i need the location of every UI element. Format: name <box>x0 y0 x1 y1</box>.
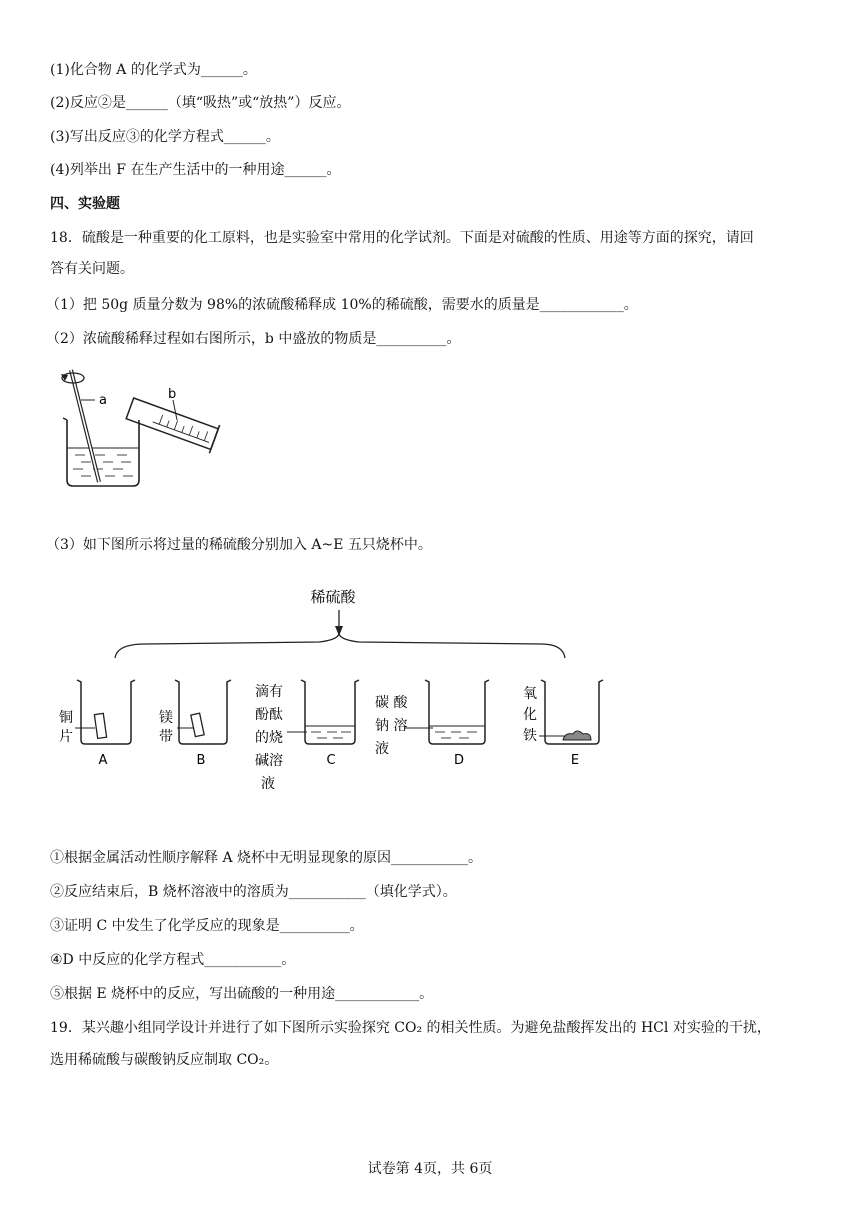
label-magnesium-1: 镁 <box>159 710 173 726</box>
svg-text:酚酞: 酚酞 <box>255 707 283 723</box>
q18-item-3: ③证明 C 中发生了化学反应的现象是__________。 <box>50 918 364 934</box>
question-17-4: (4)列举出 F 在生产生活中的一种用途______。 <box>50 162 341 178</box>
svg-text:氧: 氧 <box>523 686 537 702</box>
svg-text:钠 溶: 钠 溶 <box>375 718 408 734</box>
q18-sub3: （3）如下图所示将过量的稀硫酸分别加入 A~E 五只烧杯中。 <box>46 537 432 553</box>
q18-item-4: ④D 中反应的化学方程式___________。 <box>50 952 296 968</box>
label-a: a <box>99 393 107 408</box>
label-magnesium-2: 带 <box>159 729 173 745</box>
svg-text:碱溶: 碱溶 <box>255 753 283 769</box>
question-17-2: (2)反应②是______（填“吸热”或“放热”）反应。 <box>50 95 351 111</box>
svg-text:铁: 铁 <box>523 728 537 744</box>
question-17-1: (1)化合物 A 的化学式为______。 <box>50 62 257 78</box>
q18-item-1: ①根据金属活动性顺序解释 A 烧杯中无明显现象的原因___________。 <box>50 850 483 866</box>
q18-sub2: （2）浓硫酸稀释过程如右图所示，b 中盛放的物质是__________。 <box>46 331 461 347</box>
svg-text:D: D <box>453 753 465 768</box>
beaker-C <box>287 680 359 768</box>
beaker-B <box>175 680 231 768</box>
svg-text:B: B <box>196 753 206 768</box>
question-17-3: (3)写出反应③的化学方程式______。 <box>50 129 280 145</box>
q18-intro-line1: 18．硫酸是一种重要的化工原料，也是实验室中常用的化学试剂。下面是对硫酸的性质、用途等方面的探究，请回 <box>50 230 754 246</box>
svg-text:碳 酸: 碳 酸 <box>375 695 408 711</box>
svg-text:液: 液 <box>375 741 389 757</box>
section-title: 四、实验题 <box>50 196 120 212</box>
svg-text:E: E <box>570 753 580 768</box>
svg-text:C: C <box>326 753 336 768</box>
beaker-A <box>75 680 135 768</box>
dilute-sulfuric-acid-label: 稀硫酸 <box>310 588 356 606</box>
q19-line2: 选用稀硫酸与碳酸钠反应制取 CO₂。 <box>50 1052 279 1068</box>
q18-intro-line2: 答有关问题。 <box>50 261 134 277</box>
q18-sub1: （1）把 50g 质量分数为 98%的浓硫酸稀释成 10%的稀硫酸，需要水的质量是____________。 <box>46 297 638 313</box>
label-copper-1: 铜 <box>59 710 73 726</box>
label-copper-2: 片 <box>59 729 73 745</box>
svg-text:的烧: 的烧 <box>255 730 283 746</box>
q18-item-5: ⑤根据 E 烧杯中的反应，写出硫酸的一种用途____________。 <box>50 986 434 1002</box>
svg-text:化: 化 <box>523 707 537 723</box>
page-footer: 试卷第 4页，共 6页 <box>367 1161 493 1177</box>
svg-text:A: A <box>98 753 108 768</box>
svg-text:液: 液 <box>261 776 275 792</box>
svg-text:滴有: 滴有 <box>255 684 283 700</box>
beaker-D <box>405 680 489 768</box>
dilution-figure <box>55 362 235 492</box>
five-beakers-figure <box>55 580 615 800</box>
label-b: b <box>168 387 177 402</box>
q19-line1: 19．某兴趣小组同学设计并进行了如下图所示实验探究 CO₂ 的相关性质。为避免盐酸挥发出的 HCl 对实验的干扰， <box>50 1020 771 1036</box>
beaker-E <box>539 680 603 768</box>
q18-item-2: ②反应结束后，B 烧杯溶液中的溶质为___________（填化学式）。 <box>50 884 457 900</box>
